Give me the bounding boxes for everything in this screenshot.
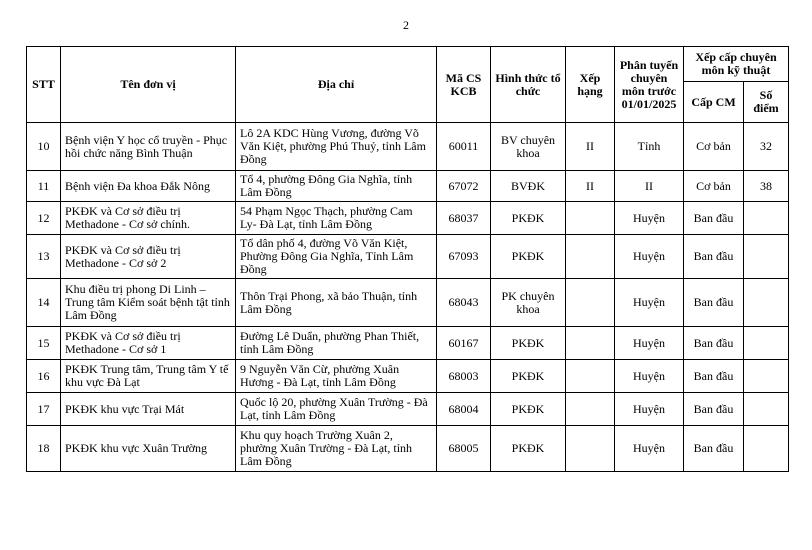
cell-xep-hang: II xyxy=(566,171,615,202)
cell-ma-cs-kcb: 67072 xyxy=(437,171,491,202)
cell-ten-don-vi: Bệnh viện Y học cổ truyền - Phục hồi chức năng Bình Thuận xyxy=(61,123,236,171)
cell-ten-don-vi: Bệnh viện Đa khoa Đắk Nông xyxy=(61,171,236,202)
cell-so-diem xyxy=(744,426,789,472)
cell-xep-hang xyxy=(566,393,615,426)
cell-cap-cm: Ban đầu xyxy=(684,202,744,235)
cell-stt: 16 xyxy=(27,360,61,393)
table-row xyxy=(27,123,789,171)
cell-hinh-thuc: PKĐK xyxy=(491,393,566,426)
cell-so-diem: 32 xyxy=(744,123,789,171)
table-row xyxy=(27,360,789,393)
table-row xyxy=(27,327,789,360)
cell-stt: 14 xyxy=(27,279,61,327)
cell-phan-tuyen: Tỉnh xyxy=(615,123,684,171)
cell-cap-cm: Ban đầu xyxy=(684,235,744,279)
cell-so-diem: 38 xyxy=(744,171,789,202)
table-body xyxy=(27,123,789,472)
header-so-diem: Số điểm xyxy=(744,82,789,123)
cell-cap-cm: Cơ bản xyxy=(684,123,744,171)
cell-stt: 11 xyxy=(27,171,61,202)
cell-phan-tuyen: Huyện xyxy=(615,426,684,472)
table-row xyxy=(27,426,789,472)
cell-ten-don-vi: PKĐK và Cơ sở điều trị Methadone - Cơ sở 1 xyxy=(61,327,236,360)
cell-stt: 12 xyxy=(27,202,61,235)
cell-so-diem xyxy=(744,393,789,426)
table-row xyxy=(27,171,789,202)
cell-stt: 15 xyxy=(27,327,61,360)
cell-dia-chi: Lô 2A KDC Hùng Vương, đường Võ Văn Kiệt, phường Phú Thuỷ, tỉnh Lâm Đồng xyxy=(236,123,437,171)
cell-phan-tuyen: Huyện xyxy=(615,279,684,327)
table-row xyxy=(27,202,789,235)
cell-so-diem xyxy=(744,327,789,360)
cell-hinh-thuc: PKĐK xyxy=(491,202,566,235)
cell-ma-cs-kcb: 68004 xyxy=(437,393,491,426)
cell-ma-cs-kcb: 60011 xyxy=(437,123,491,171)
header-cap-cm: Cấp CM xyxy=(684,82,744,123)
header-ma-cs-kcb: Mã CS KCB xyxy=(437,47,491,123)
cell-ma-cs-kcb: 68043 xyxy=(437,279,491,327)
header-dia-chi: Địa chỉ xyxy=(236,47,437,123)
cell-phan-tuyen: Huyện xyxy=(615,202,684,235)
cell-hinh-thuc: PKĐK xyxy=(491,327,566,360)
cell-phan-tuyen: Huyện xyxy=(615,235,684,279)
cell-hinh-thuc: BV chuyên khoa xyxy=(491,123,566,171)
cell-ma-cs-kcb: 60167 xyxy=(437,327,491,360)
header-xep-cap-group: Xếp cấp chuyên môn kỹ thuật xyxy=(684,47,789,82)
cell-cap-cm: Ban đầu xyxy=(684,327,744,360)
cell-phan-tuyen: Huyện xyxy=(615,327,684,360)
cell-stt: 17 xyxy=(27,393,61,426)
cell-xep-hang: II xyxy=(566,123,615,171)
header-stt: STT xyxy=(27,47,61,123)
cell-cap-cm: Cơ bản xyxy=(684,171,744,202)
cell-so-diem xyxy=(744,279,789,327)
cell-stt: 18 xyxy=(27,426,61,472)
cell-xep-hang xyxy=(566,360,615,393)
cell-xep-hang xyxy=(566,235,615,279)
cell-ten-don-vi: PKĐK và Cơ sở điều trị Methadone - Cơ sở chính. xyxy=(61,202,236,235)
header-phan-tuyen: Phân tuyến chuyên môn trước 01/01/2025 xyxy=(615,47,684,123)
cell-xep-hang xyxy=(566,426,615,472)
cell-dia-chi: Tổ 4, phường Đông Gia Nghĩa, tỉnh Lâm Đồng xyxy=(236,171,437,202)
cell-hinh-thuc: PK chuyên khoa xyxy=(491,279,566,327)
page-number: 2 xyxy=(403,18,409,32)
cell-phan-tuyen: II xyxy=(615,171,684,202)
cell-ma-cs-kcb: 67093 xyxy=(437,235,491,279)
cell-xep-hang xyxy=(566,327,615,360)
cell-cap-cm: Ban đầu xyxy=(684,360,744,393)
table-row xyxy=(27,235,789,279)
facility-table xyxy=(26,46,789,472)
cell-ten-don-vi: PKĐK và Cơ sở điều trị Methadone - Cơ sở 2 xyxy=(61,235,236,279)
cell-ten-don-vi: PKĐK Trung tâm, Trung tâm Y tế khu vực Đà Lạt xyxy=(61,360,236,393)
cell-cap-cm: Ban đầu xyxy=(684,279,744,327)
cell-so-diem xyxy=(744,202,789,235)
cell-ma-cs-kcb: 68037 xyxy=(437,202,491,235)
cell-xep-hang xyxy=(566,202,615,235)
cell-dia-chi: 54 Phạm Ngọc Thạch, phường Cam Ly- Đà Lạt, tỉnh Lâm Đồng xyxy=(236,202,437,235)
cell-ma-cs-kcb: 68003 xyxy=(437,360,491,393)
cell-phan-tuyen: Huyện xyxy=(615,393,684,426)
cell-hinh-thuc: PKĐK xyxy=(491,235,566,279)
cell-ten-don-vi: PKĐK khu vực Trại Mát xyxy=(61,393,236,426)
cell-dia-chi: Khu quy hoạch Trường Xuân 2, phường Xuân Trường - Đà Lạt, tỉnh Lâm Đồng xyxy=(236,426,437,472)
header-xep-hang: Xếp hạng xyxy=(566,47,615,123)
cell-dia-chi: 9 Nguyễn Văn Cừ, phường Xuân Hương - Đà Lạt, tỉnh Lâm Đồng xyxy=(236,360,437,393)
cell-dia-chi: Tổ dân phố 4, đường Võ Văn Kiệt, Phường Đông Gia Nghĩa, Tỉnh Lâm Đồng xyxy=(236,235,437,279)
header-hinh-thuc: Hình thức tổ chức xyxy=(491,47,566,123)
cell-ten-don-vi: PKĐK khu vực Xuân Trường xyxy=(61,426,236,472)
table-row xyxy=(27,393,789,426)
cell-hinh-thuc: BVĐK xyxy=(491,171,566,202)
cell-hinh-thuc: PKĐK xyxy=(491,360,566,393)
cell-cap-cm: Ban đầu xyxy=(684,393,744,426)
cell-cap-cm: Ban đầu xyxy=(684,426,744,472)
cell-so-diem xyxy=(744,360,789,393)
header-ten-don-vi: Tên đơn vị xyxy=(61,47,236,123)
cell-ten-don-vi: Khu điều trị phong Di Linh – Trung tâm Kiểm soát bệnh tật tỉnh Lâm Đồng xyxy=(61,279,236,327)
cell-ma-cs-kcb: 68005 xyxy=(437,426,491,472)
cell-phan-tuyen: Huyện xyxy=(615,360,684,393)
cell-xep-hang xyxy=(566,279,615,327)
cell-dia-chi: Thôn Trại Phong, xã bảo Thuận, tỉnh Lâm Đồng xyxy=(236,279,437,327)
cell-dia-chi: Đường Lê Duẩn, phường Phan Thiết, tỉnh Lâm Đồng xyxy=(236,327,437,360)
table-row xyxy=(27,279,789,327)
cell-stt: 13 xyxy=(27,235,61,279)
cell-so-diem xyxy=(744,235,789,279)
cell-dia-chi: Quốc lộ 20, phường Xuân Trường - Đà Lạt, tỉnh Lâm Đồng xyxy=(236,393,437,426)
cell-stt: 10 xyxy=(27,123,61,171)
cell-hinh-thuc: PKĐK xyxy=(491,426,566,472)
